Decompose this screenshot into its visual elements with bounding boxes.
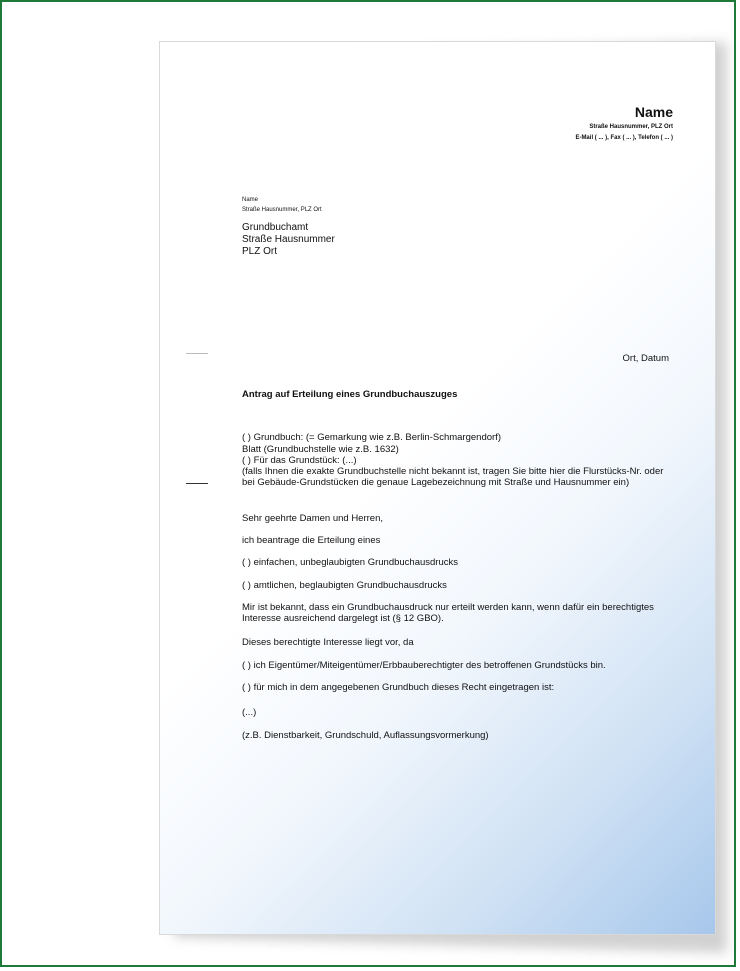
blatt-line: Blatt (Grundbuchstelle wie z.B. 1632) (242, 444, 399, 455)
hint-line-2: bei Gebäude-Grundstücken die genaue Lagebezeichnung mit Straße und Hausnummer ein) (242, 477, 630, 488)
date-line: Ort, Datum (622, 353, 669, 364)
option-unbeglaubigt: ( ) einfachen, unbeglaubigten Grundbuchausdrucks (242, 557, 459, 568)
letterhead-name: Name (634, 104, 673, 120)
recipient-line-1: Grundbuchamt (242, 222, 309, 233)
option-beglaubigt: ( ) amtlichen, beglaubigten Grundbuchausdrucks (242, 580, 447, 591)
sender-small-address: Straße Hausnummer, PLZ Ort (242, 207, 322, 213)
subject-line: Antrag auf Erteilung eines Grundbuchauszuges (242, 389, 458, 400)
fold-mark-middle (186, 483, 208, 484)
recipient-line-3: PLZ Ort (242, 246, 278, 257)
hint-line-1: (falls Ihnen die exakte Grundbuchstelle nicht bekannt ist, tragen Sie bitte hier die Flurstücks-Nr. oder (242, 466, 664, 477)
sender-small-name: Name (242, 197, 259, 203)
fold-mark-top (186, 353, 208, 354)
request-line: ich beantrage die Erteilung eines (242, 535, 381, 546)
letterhead-address: Straße Hausnummer, PLZ Ort (589, 124, 673, 130)
examples-line: (z.B. Dienstbarkeit, Grundschuld, Auflassungsvormerkung) (242, 730, 489, 741)
salutation: Sehr geehrte Damen und Herren, (242, 513, 383, 524)
recipient-line-2: Straße Hausnummer (242, 234, 335, 245)
grundbuch-line: ( ) Grundbuch: (= Gemarkung wie z.B. Berlin-Schmargendorf) (242, 432, 501, 443)
reason-owner: ( ) ich Eigentümer/Miteigentümer/Erbbauberechtigter des betroffenen Grundstücks bin. (242, 660, 606, 671)
grundstueck-line: ( ) Für das Grundstück: (...) (242, 455, 357, 466)
interest-given-line: Dieses berechtigte Interesse liegt vor, da (242, 637, 414, 648)
reason-right: ( ) für mich in dem angegebenen Grundbuch dieses Recht eingetragen ist: (242, 682, 555, 693)
letterhead-contact: E-Mail ( ... ), Fax ( ... ), Telefon ( ... ) (575, 135, 673, 141)
interest-line-1: Mir ist bekannt, dass ein Grundbuchausdruck nur erteilt werden kann, wenn dafür ein berechtigtes (242, 602, 654, 613)
placeholder-line: (...) (242, 707, 257, 718)
letter-page (160, 42, 715, 934)
interest-line-2: Interesse ausreichend dargelegt ist (§ 12 GBO). (242, 613, 444, 624)
